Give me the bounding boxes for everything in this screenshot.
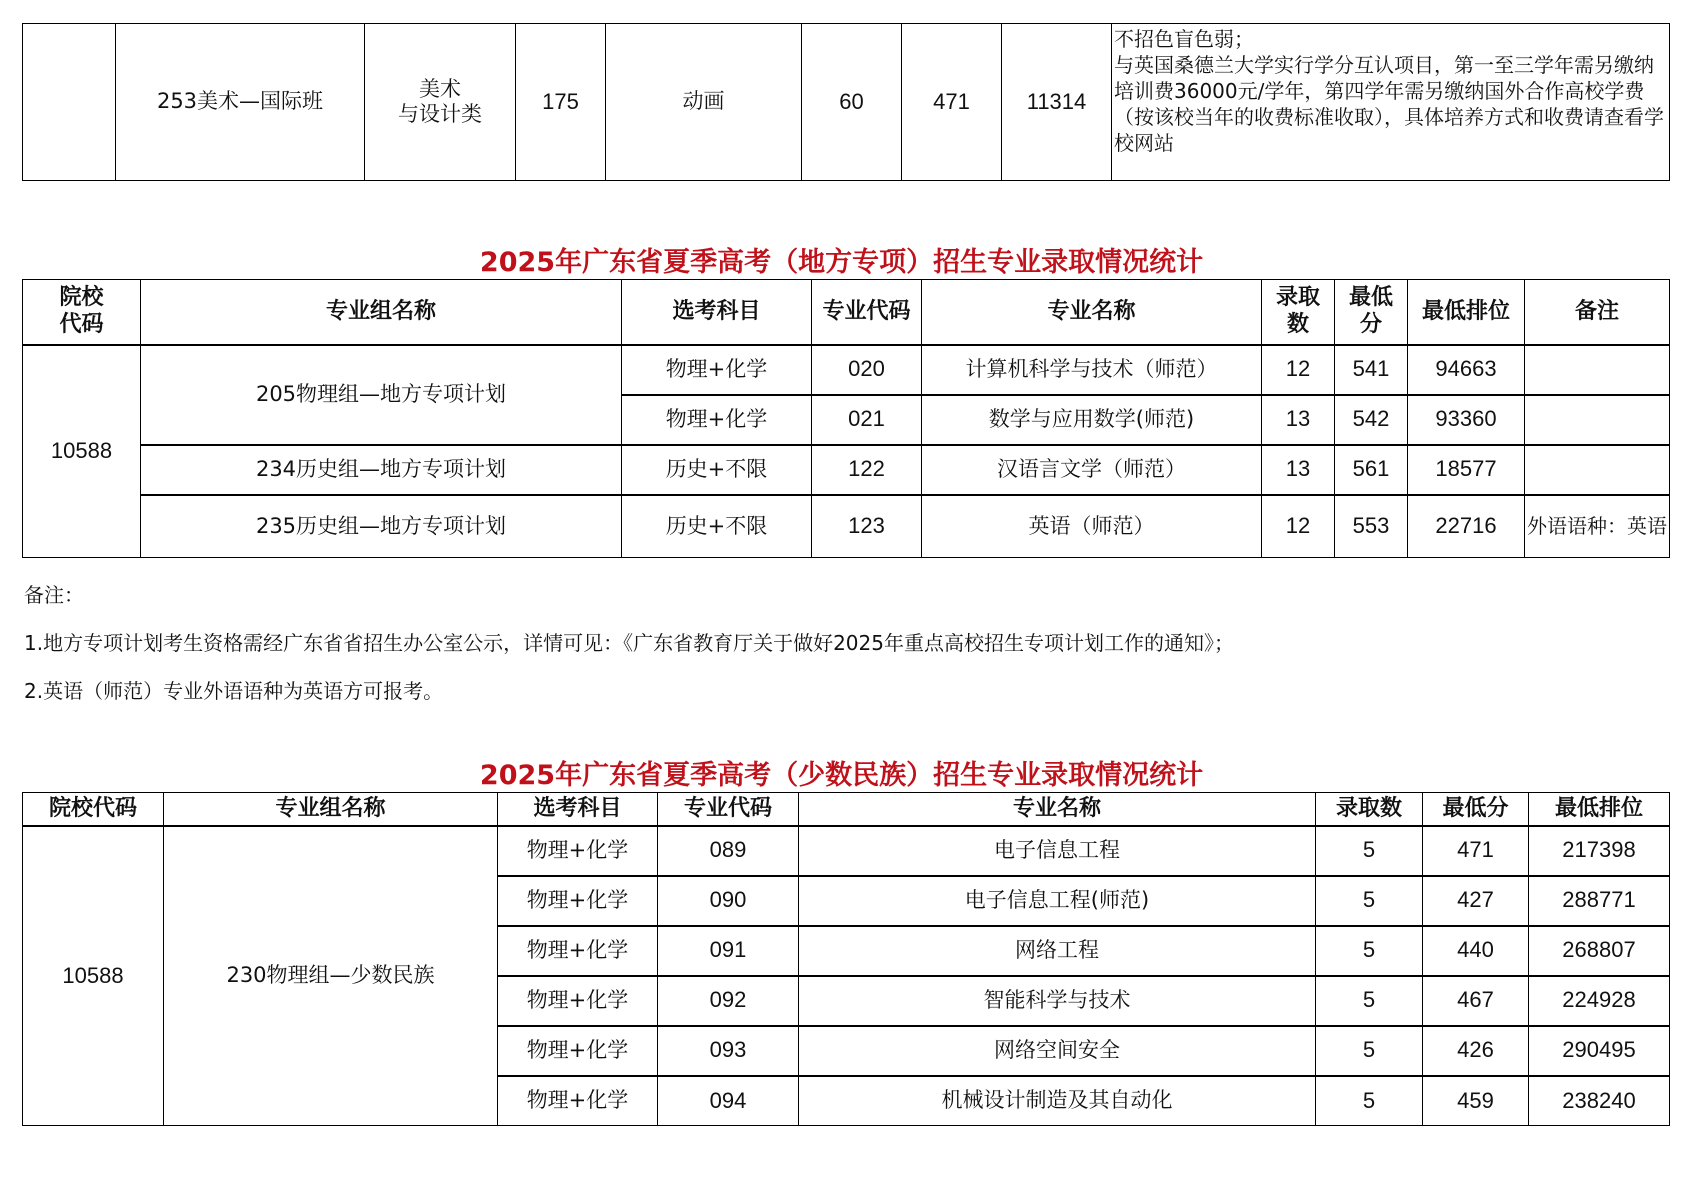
min-rank-cell: 268807 xyxy=(1529,926,1670,976)
subjects-cell: 物理+化学 xyxy=(498,976,658,1026)
subjects-cell: 物理+化学 xyxy=(498,826,658,876)
admitted-cell: 13 xyxy=(1262,445,1335,495)
admitted-cell: 5 xyxy=(1316,976,1423,1026)
major-code-cell: 089 xyxy=(658,826,799,876)
remarks-cell xyxy=(1525,345,1670,395)
min-score-cell: 561 xyxy=(1335,445,1408,495)
header-major-name: 专业名称 xyxy=(922,280,1262,345)
school-code-cell: 10588 xyxy=(23,345,141,558)
subjects-cell: 物理+化学 xyxy=(498,1026,658,1076)
subjects-line: 美术 xyxy=(419,76,461,101)
major-code-cell: 123 xyxy=(812,495,922,558)
header-subjects: 选考科目 xyxy=(622,280,812,345)
header-min-score: 最低分 xyxy=(1335,280,1408,345)
subjects-cell: 物理+化学 xyxy=(498,1076,658,1126)
header-admitted: 录取数 xyxy=(1262,280,1335,345)
minority-title: 2025年广东省夏季高考（少数民族）招生专业录取情况统计 xyxy=(479,760,1204,791)
major-name-cell: 网络工程 xyxy=(799,926,1316,976)
table-row xyxy=(23,345,1670,395)
group-name-cell: 205物理组—地方专项计划 xyxy=(141,345,622,445)
major-code-cell: 094 xyxy=(658,1076,799,1126)
min-score-cell: 459 xyxy=(1423,1076,1529,1126)
group-name-cell: 235历史组—地方专项计划 xyxy=(141,495,622,558)
major-name-cell: 数学与应用数学(师范) xyxy=(922,395,1262,445)
minority-table xyxy=(22,792,1670,1126)
min-rank-cell: 18577 xyxy=(1408,445,1525,495)
min-rank-cell: 93360 xyxy=(1408,395,1525,445)
group-name-cell: 230物理组—少数民族 xyxy=(164,826,498,1126)
major-name-cell: 电子信息工程 xyxy=(799,826,1316,876)
subjects-cell: 历史+不限 xyxy=(622,495,812,558)
header-major-code: 专业代码 xyxy=(812,280,922,345)
min-score-cell: 542 xyxy=(1335,395,1408,445)
header-row xyxy=(23,793,1670,826)
admitted-cell: 5 xyxy=(1316,926,1423,976)
header-subjects: 选考科目 xyxy=(498,793,658,826)
table-row xyxy=(23,24,1670,181)
major-code-cell: 091 xyxy=(658,926,799,976)
min-rank-cell: 11314 xyxy=(1002,24,1112,181)
subjects-cell xyxy=(365,24,516,181)
local-special-table xyxy=(22,279,1670,558)
min-score-cell: 440 xyxy=(1423,926,1529,976)
major-name-cell: 智能科学与技术 xyxy=(799,976,1316,1026)
major-name-cell: 机械设计制造及其自动化 xyxy=(799,1076,1316,1126)
admitted-cell: 12 xyxy=(1262,345,1335,395)
remarks-cell xyxy=(1525,395,1670,445)
remarks-cell xyxy=(1112,24,1670,181)
group-name-cell: 253美术—国际班 xyxy=(116,24,365,181)
subjects-line: 与设计类 xyxy=(398,102,482,126)
major-name-cell: 计算机科学与技术（师范） xyxy=(922,345,1262,395)
admitted-cell: 5 xyxy=(1316,1026,1423,1076)
local-special-notes xyxy=(24,583,1234,703)
major-name-cell: 英语（师范） xyxy=(922,495,1262,558)
major-code-cell: 021 xyxy=(812,395,922,445)
header-remarks: 备注 xyxy=(1525,280,1670,345)
header-row xyxy=(23,280,1670,345)
admitted-cell: 12 xyxy=(1262,495,1335,558)
major-name-cell: 网络空间安全 xyxy=(799,1026,1316,1076)
group-name-cell: 234历史组—地方专项计划 xyxy=(141,445,622,495)
remarks-cell: 外语语种：英语 xyxy=(1525,495,1670,558)
remarks-cell xyxy=(1525,445,1670,495)
admitted-cell: 13 xyxy=(1262,395,1335,445)
header-min-rank: 最低排位 xyxy=(1529,793,1670,826)
min-score-cell: 541 xyxy=(1335,345,1408,395)
subjects-cell: 物理+化学 xyxy=(498,926,658,976)
major-code-cell: 093 xyxy=(658,1026,799,1076)
table-row xyxy=(23,495,1670,558)
subjects-cell: 物理+化学 xyxy=(498,876,658,926)
admitted-cell: 5 xyxy=(1316,876,1423,926)
min-score-cell: 467 xyxy=(1423,976,1529,1026)
school-code-cell: 10588 xyxy=(23,826,164,1126)
major-code-cell: 175 xyxy=(516,24,606,181)
admitted-cell: 5 xyxy=(1316,1076,1423,1126)
major-code-cell: 122 xyxy=(812,445,922,495)
header-min-score: 最低分 xyxy=(1423,793,1529,826)
min-score-cell: 427 xyxy=(1423,876,1529,926)
min-score-cell: 471 xyxy=(902,24,1002,181)
major-code-cell: 092 xyxy=(658,976,799,1026)
min-score-cell: 426 xyxy=(1423,1026,1529,1076)
local-special-title: 2025年广东省夏季高考（地方专项）招生专业录取情况统计 xyxy=(479,247,1204,278)
min-rank-cell: 238240 xyxy=(1529,1076,1670,1126)
school-code-cell xyxy=(23,24,116,181)
min-rank-cell: 224928 xyxy=(1529,976,1670,1026)
note-item: 1.地方专项计划考生资格需经广东省省招生办公室公示，详情可见：《广东省教育厅关于做好2025年重点高校招生专项计划工作的通知》； xyxy=(24,631,1234,655)
min-rank-cell: 217398 xyxy=(1529,826,1670,876)
table-row xyxy=(23,826,1670,876)
remark-line: 不招色盲色弱； xyxy=(1114,27,1254,51)
major-name-cell: 电子信息工程(师范) xyxy=(799,876,1316,926)
subjects-cell: 物理+化学 xyxy=(622,345,812,395)
min-score-cell: 553 xyxy=(1335,495,1408,558)
subjects-cell: 物理+化学 xyxy=(622,395,812,445)
major-name-cell: 汉语言文学（师范） xyxy=(922,445,1262,495)
header-min-rank: 最低排位 xyxy=(1408,280,1525,345)
table-row xyxy=(23,445,1670,495)
remark-line: 与英国桑德兰大学实行学分互认项目，第一至三学年需另缴纳培训费36000元/学年，第四学年需另缴纳国外合作高校学费（按该校当年的收费标准收取），具体培养方式和收费请查看学校网站 xyxy=(1114,53,1664,155)
min-rank-cell: 288771 xyxy=(1529,876,1670,926)
header-group-name: 专业组名称 xyxy=(141,280,622,345)
major-name-cell: 动画 xyxy=(606,24,802,181)
art-international-table xyxy=(22,23,1670,181)
min-rank-cell: 290495 xyxy=(1529,1026,1670,1076)
notes-heading: 备注： xyxy=(24,583,84,607)
header-major-code: 专业代码 xyxy=(658,793,799,826)
admitted-cell: 5 xyxy=(1316,826,1423,876)
major-code-cell: 020 xyxy=(812,345,922,395)
min-rank-cell: 22716 xyxy=(1408,495,1525,558)
header-group-name: 专业组名称 xyxy=(164,793,498,826)
major-code-cell: 090 xyxy=(658,876,799,926)
min-rank-cell: 94663 xyxy=(1408,345,1525,395)
header-major-name: 专业名称 xyxy=(799,793,1316,826)
header-school-code: 院校代码 xyxy=(23,280,141,345)
header-school-code: 院校代码 xyxy=(23,793,164,826)
header-admitted: 录取数 xyxy=(1316,793,1423,826)
min-score-cell: 471 xyxy=(1423,826,1529,876)
admitted-cell: 60 xyxy=(802,24,902,181)
note-item: 2.英语（师范）专业外语语种为英语方可报考。 xyxy=(24,679,444,703)
subjects-cell: 历史+不限 xyxy=(622,445,812,495)
